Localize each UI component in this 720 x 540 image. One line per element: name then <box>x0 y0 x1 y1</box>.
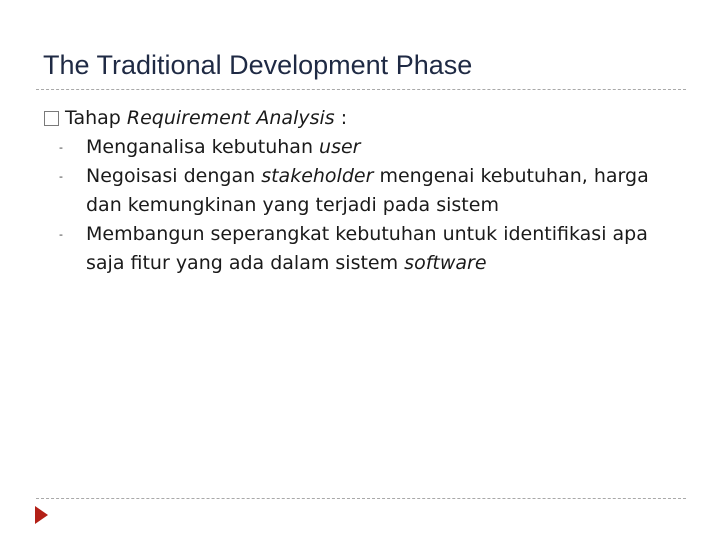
main-bullet-emphasis: Requirement Analysis <box>126 107 335 129</box>
sub-bullet-text-part: mengenai kebutuhan, harga dan kemungkinan yang terjadi pada sistem <box>86 165 649 216</box>
sub-bullet-text <box>86 220 684 278</box>
sub-bullet-item <box>59 133 684 162</box>
sub-bullet-list <box>44 133 684 278</box>
main-bullet-prefix: Tahap <box>65 107 127 129</box>
sub-bullet-text-part: Negoisasi dengan <box>86 165 262 187</box>
square-bullet-icon <box>44 111 59 126</box>
sub-bullet-emphasis: stakeholder <box>261 165 374 187</box>
slide-content <box>44 104 684 278</box>
footer-divider <box>36 498 686 499</box>
sub-bullet-text-part: Membangun seperangkat kebutuhan untuk identifikasi apa saja fitur yang ada dalam sistem <box>86 223 648 274</box>
triangle-right-icon[interactable] <box>35 506 48 524</box>
title-divider <box>36 89 686 90</box>
sub-bullet-text <box>86 162 684 220</box>
dash-bullet-icon: - <box>59 170 63 183</box>
main-bullet-suffix: : <box>334 107 348 129</box>
sub-bullet-emphasis: user <box>319 136 361 158</box>
sub-bullet-emphasis: software <box>404 252 487 274</box>
dash-bullet-icon: - <box>59 141 63 154</box>
main-bullet <box>44 104 684 133</box>
dash-bullet-icon: - <box>59 228 63 241</box>
sub-bullet-text-part: Menganalisa kebutuhan <box>86 136 320 158</box>
slide-title: The Traditional Development Phase <box>43 50 473 80</box>
main-bullet-text <box>65 104 347 133</box>
sub-bullet-item <box>59 162 684 220</box>
sub-bullet-text <box>86 133 684 162</box>
sub-bullet-item <box>59 220 684 278</box>
